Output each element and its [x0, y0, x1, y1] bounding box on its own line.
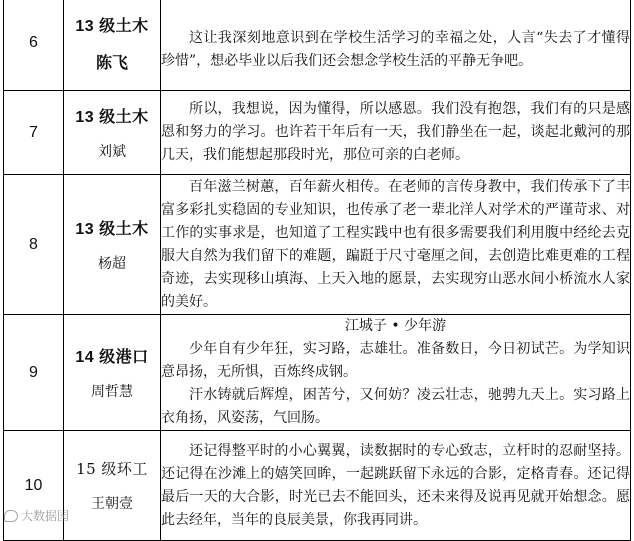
poem-stanza: 汗水铸就后辉煌，困苦兮，又何妨？凌云壮志，驰骋九天上。实习路上衣角扬，风姿荡，气回肠。 [161, 387, 630, 426]
class-label: 13 级土木 [75, 17, 149, 35]
reflection-text-cell [161, 175, 631, 315]
student-name: 周哲慧 [91, 384, 133, 400]
table-row [4, 315, 631, 431]
row-number: 6 [4, 0, 64, 91]
student-name: 陈飞 [95, 54, 128, 72]
table-row [4, 175, 631, 315]
table-row [4, 431, 631, 541]
reflection-paragraph: 所以，我想说，因为懂得，所以感恩。我们没有抱怨，我们有的只是感恩和努力的学习。也许若干年后有一天，我们静坐在一起，谈起北戴河的那几天，我们能想起那段时光，那位可亲的白老师。 [161, 101, 630, 163]
table-row [4, 0, 631, 91]
reflection-text-cell [161, 0, 631, 91]
student-cell [64, 0, 161, 91]
row-number: 10 [4, 431, 64, 541]
reflection-text-cell [161, 431, 631, 541]
class-label: 13 级土木 [75, 221, 149, 238]
student-cell [64, 91, 161, 175]
student-cell [64, 315, 161, 431]
class-label: 15 级环工 [76, 460, 148, 478]
student-cell [64, 175, 161, 315]
poem-title: 江城子 • 少年游 [344, 318, 447, 334]
watermark [4, 507, 69, 524]
student-cell [64, 431, 161, 541]
class-label: 14 级港口 [75, 349, 149, 366]
table-row [4, 91, 631, 175]
watermark-text: 大数据园 [21, 509, 70, 523]
reflection-text-cell [161, 91, 631, 175]
student-name: 王朝壹 [91, 496, 133, 512]
reflection-paragraph: 这让我深刻地意识到在学校生活学习的幸福之处，人言“失去了才懂得珍惜”，想必毕业以后我们还会想念学校生活的平静无争吧。 [161, 29, 630, 69]
reflection-paragraph: 还记得整平时的小心翼翼，读数据时的专心致志，立杆时的忍耐坚持。还记得在沙滩上的嬉笑回眸，一起跳跃留下永远的合影，定格青春。还记得最后一天的大合影，时光已去不能回头，还未来得及说再见就开始想念。愿此去经年，当年的良辰美景，你我再同讲。 [161, 442, 630, 528]
row-number: 7 [4, 91, 64, 175]
poem-stanza: 少年自有少年狂，实习路，志雄壮。准备数日，今日初试芒。为学知识意昂扬，无所惧，百炼终成钢。 [161, 341, 630, 380]
student-name: 杨超 [98, 256, 126, 272]
student-name: 刘斌 [98, 144, 126, 160]
reflection-text-cell [161, 315, 631, 431]
class-label: 13 级土木 [75, 109, 149, 126]
reflection-table [3, 0, 631, 541]
speech-bubble-logo-icon [4, 510, 18, 522]
row-number: 9 [4, 315, 64, 431]
row-number: 8 [4, 175, 64, 315]
reflection-paragraph: 百年滋兰树蕙，百年薪火相传。在老师的言传身教中，我们传承下了丰富多彩扎实稳固的专业知识，也传承了老一辈北洋人对学术的严谨苛求、对工作的实事求是，也知道了工程实践中也有很多需要我们利用腹中经纶去克服大自然为我们留下的难题，蹁跹于尺寸毫厘之间，去创造比难更难的工程奇迹，去实现移山填海、上天入地的愿景，去实现穷山恶水间小桥流水人家的美好。 [161, 178, 630, 310]
